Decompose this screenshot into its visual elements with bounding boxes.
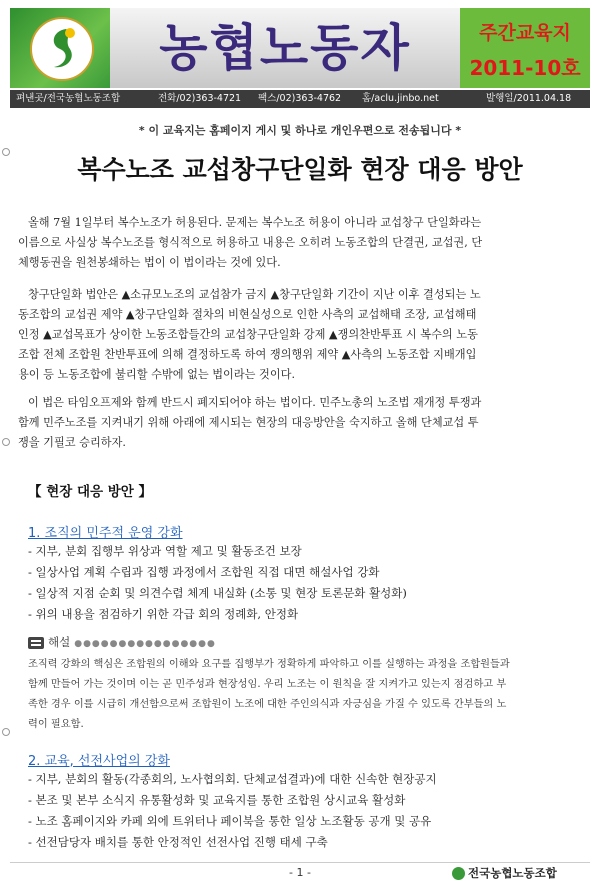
page-number: - 1 -	[289, 866, 311, 879]
org-name: 전국농협노동조합	[468, 866, 557, 880]
section-heading: 【 현장 대응 방안 】	[28, 484, 153, 500]
list-item: - 일상사업 계획 수립과 집행 과정에서 조합원 직접 대면 해설사업 강화	[28, 565, 380, 579]
paragraph-line: 용이 등 노동조합에 불리할 수밖에 없는 법이라는 것이다.	[18, 368, 296, 381]
issue-number: 2011-10호	[469, 56, 581, 80]
explanation-line: 력이 필요함.	[28, 719, 84, 730]
explanation-line: 족한 경우 이를 시급히 개선함으로써 조합원이 노조에 대한 주인의식과 자긍심을 가질 수 있도록 간부들의 노	[28, 699, 507, 710]
paragraph-line: 올해 7월 1일부터 복수노조가 허용된다. 문제는 복수노조 허용이 아니라 교섭창구 단일화라는	[28, 216, 482, 229]
masthead	[10, 8, 590, 88]
list-item: - 지부, 분회 집행부 위상과 역할 제고 및 활동조건 보장	[28, 544, 302, 558]
paragraph-3	[18, 393, 583, 453]
fax: 팩스/02)363-4762	[258, 93, 342, 104]
newsletter-title: 농협노동자	[159, 19, 411, 77]
list-item: - 노조 홈페이지와 카페 외에 트위터나 페이북을 통한 일상 노조활동 공개 및 공유	[28, 814, 432, 828]
list-item: - 선전담당자 배치를 통한 안정적인 선전사업 진행 태세 구축	[28, 835, 328, 849]
explanation-label	[28, 634, 216, 650]
footer-org	[452, 865, 557, 881]
union-logo-icon	[32, 19, 92, 79]
issue-panel	[460, 8, 590, 88]
explanation-title: 해설	[48, 635, 71, 649]
title-panel	[110, 8, 460, 88]
list-item: - 일상적 지점 순회 및 의견수렴 체계 내실화 (소통 및 현장 토론문화 활성화)	[28, 586, 407, 600]
paragraph-line: 쟁을 기필코 승리하자.	[18, 436, 126, 449]
phone: 전화/02)363-4721	[158, 93, 242, 104]
paragraph-line: 창구단일화 법안은 ▲소규모노조의 교섭참가 금지 ▲창구단일화 기간이 지난 이후 결성되는 노	[28, 288, 481, 301]
paragraph-2	[18, 285, 583, 385]
homepage: 홈/aclu.jinbo.net	[362, 93, 439, 104]
info-bar	[10, 90, 590, 108]
section-1-list	[28, 541, 588, 625]
paragraph-line: 체행동권을 원천봉쇄하는 법이 이 법이라는 것에 있다.	[18, 256, 281, 269]
list-item: - 지부, 분회의 활동(각종회의, 노사협의회. 단체교섭결과)에 대한 신속한 현장공지	[28, 772, 437, 786]
paragraph-line: 조합 전체 조합원 찬반투표에 의해 결정하도록 하여 쟁의행위 제약 ▲사측의 노동조합 지배개입	[18, 348, 477, 361]
section-2-title: 2. 교육, 선전사업의 강화	[28, 754, 170, 769]
footer-divider	[10, 862, 590, 863]
paragraph-line: 동조합의 교섭권 제약 ▲창구단일화 절차의 비현실성으로 인한 사측의 교섭해태 조장, 교섭해태	[18, 308, 477, 321]
section-1-title: 1. 조직의 민주적 운영 강화	[28, 526, 183, 541]
explanation-line: 조직력 강화의 핵심은 조합원의 이해와 요구를 집행부가 정확하게 파악하고 이를 실행하는 과정을 조합원들과	[28, 659, 510, 670]
list-item: - 본조 및 본부 소식지 유통활성화 및 교육지를 통한 조합원 상시교육 활성화	[28, 793, 406, 807]
issue-label: 주간교육지	[479, 22, 571, 44]
section-2-list	[28, 769, 588, 853]
publisher: 펴낸곳/전국농협노동조합	[16, 93, 121, 104]
union-logo	[30, 17, 94, 81]
margin-hole	[2, 728, 10, 736]
paragraph-1	[18, 213, 583, 273]
logo-panel	[10, 8, 110, 88]
explanation-text	[28, 655, 584, 735]
explanation-line: 함께 만들어 가는 것이며 이는 곧 민주성과 현장성임. 우리 노조는 이 원칙을 잘 지켜가고 있는지 점검하고 부	[28, 679, 507, 690]
list-item: - 위의 내용을 점검하기 위한 각급 회의 정례화, 안정화	[28, 607, 299, 621]
paragraph-line: 이름으로 사실상 복수노조를 형식적으로 허용하고 내용은 오히려 노동조합의 단결권, 교섭권, 단	[18, 236, 483, 249]
paragraph-line: 이 법은 타임오프제와 함께 반드시 폐지되어야 하는 법이다. 민주노총의 노조법 재개정 투쟁과	[28, 396, 482, 409]
dotted-divider: ●●●●●●●●●●●●●●●●	[74, 639, 216, 649]
document-title: 복수노조 교섭창구단일화 현장 대응 방안	[77, 155, 523, 184]
distribution-notice: * 이 교육지는 홈페이지 게시 및 하나로 개인우편으로 전송됩니다 *	[138, 124, 462, 137]
margin-hole	[2, 438, 10, 446]
paragraph-line: 인정 ▲교섭목표가 상이한 노동조합들간의 교섭창구단일화 강제 ▲쟁의찬반투표 시 복수의 노동	[18, 328, 478, 341]
book-icon	[28, 637, 44, 649]
paragraph-line: 함께 민주노조를 지켜내기 위해 아래에 제시되는 현장의 대응방안을 숙지하고 올해 단체교섭 투	[18, 416, 479, 429]
publish-date: 발행일/2011.04.18	[486, 93, 572, 104]
org-logo-icon	[452, 867, 465, 880]
